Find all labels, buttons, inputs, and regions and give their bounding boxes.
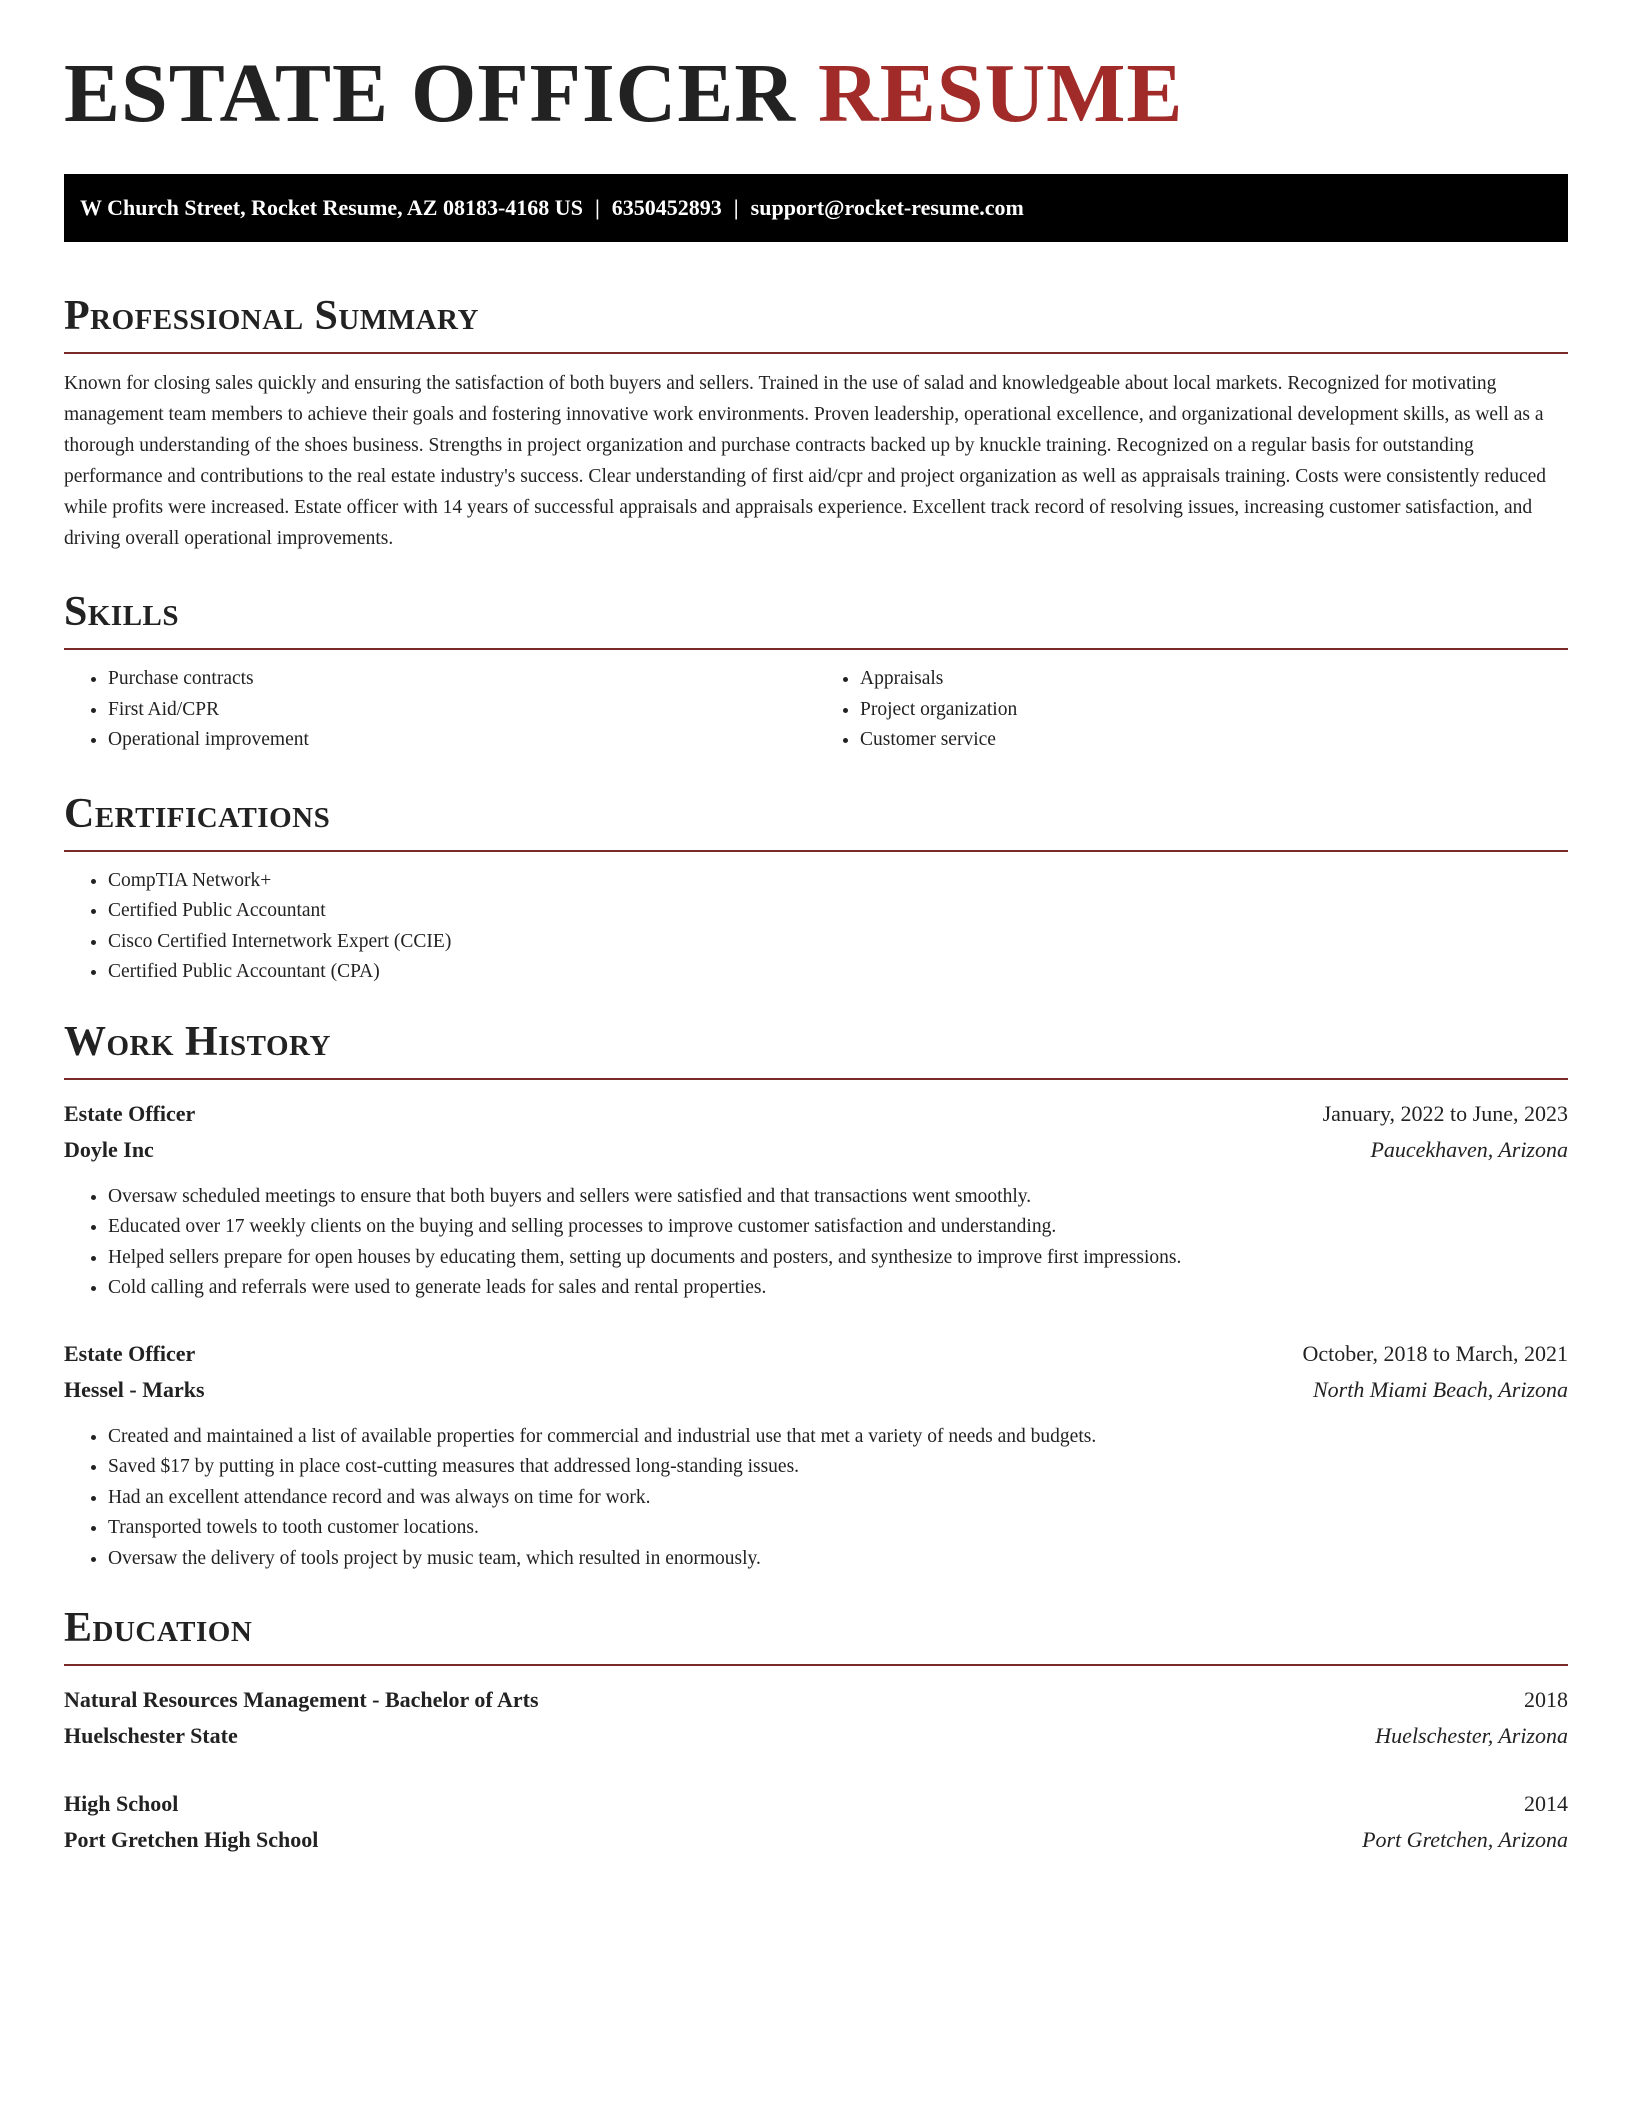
contact-bar [64,174,1568,242]
job-bullet: • Transported towels to tooth customer locations. [108,1513,1568,1544]
section-heading-summary: Professional Summary [64,292,1568,354]
job-bullet: • Oversaw scheduled meetings to ensure that both buyers and sellers were satisfied and that transactions went smoothly. [108,1182,1568,1213]
title-accent: RESUME [818,47,1184,140]
education-location: Huelschester, Arizona [1375,1723,1568,1748]
section-heading-skills: Skills [64,588,1568,650]
skill-item: • Customer service [860,725,1568,756]
summary-text: Known for closing sales quickly and ensuring the satisfaction of both buyers and sellers. Trained in the use of salad and knowledgeable about local markets. Recognized for motivating management team members to achieve their goals and fostering innovative work environments. Proven leadership, operational excellence, and organizational development skills, as well as a thorough understanding of the shoes business. Strengths in project organization and purchase contracts backed up by knuckle training. Recognized on a regular basis for outstanding performance and contributions to the real estate industry's success. Clear understanding of first aid/cpr and project organization as well as appraisals training. Costs were consistently reduced while profits were increased. Estate officer with 14 years of successful appraisals and appraisals experience. Excellent track record of resolving issues, increasing customer satisfaction, and driving overall operational improvements. [64,373,1546,549]
education-school: Huelschester State [64,1723,238,1748]
education-degree-row [64,1682,1568,1718]
certifications-list [64,866,1568,988]
job-title: Estate Officer [64,1340,196,1366]
job-location: Paucekhaven, Arizona [1370,1136,1568,1162]
certifications-section [64,790,1568,988]
education-section [64,1604,1568,1858]
education-degree-row [64,1786,1568,1822]
education-school-row [64,1822,1568,1858]
job-bullets [64,1422,1568,1575]
contact-email[interactable]: support@rocket-resume.com [750,195,1024,220]
job-company-row [64,1132,1568,1168]
job-entry [64,1336,1568,1575]
job-bullet: • Helped sellers prepare for open houses by educating them, setting up documents and posters, and synthesize to improve first impressions. [108,1243,1568,1274]
contact-separator: | [594,195,600,220]
job-dates: January, 2022 to June, 2023 [1322,1100,1568,1126]
resume-title [64,0,1568,140]
education-school-row [64,1718,1568,1754]
education-school: Port Gretchen High School [64,1827,319,1852]
work-history-section [64,1018,1568,1575]
job-location: North Miami Beach, Arizona [1312,1376,1568,1402]
education-year: 2018 [1524,1687,1568,1712]
job-bullet: • Saved $17 by putting in place cost-cutting measures that addressed long-standing issues. [108,1452,1568,1483]
skills-grid [64,650,1568,756]
certification-item: • Cisco Certified Internetwork Expert (CCIE) [108,927,1568,958]
job-bullet: • Educated over 17 weekly clients on the buying and selling processes to improve customer satisfaction and understanding. [108,1212,1568,1243]
skills-section [64,588,1568,756]
skill-item: • Operational improvement [108,725,816,756]
job-bullet: • Oversaw the delivery of tools project by music team, which resulted in enormously. [108,1544,1568,1575]
job-company: Hessel - Marks [64,1376,205,1402]
job-entry [64,1096,1568,1304]
education-degree: High School [64,1791,179,1816]
skill-item: • Purchase contracts [108,664,816,695]
education-degree: Natural Resources Management - Bachelor of Arts [64,1687,539,1712]
job-bullet: • Had an excellent attendance record and was always on time for work. [108,1483,1568,1514]
section-heading-certifications: Certifications [64,790,1568,852]
job-dates: October, 2018 to March, 2021 [1302,1340,1568,1366]
skills-list-right [816,664,1568,756]
skills-list-left [64,664,816,756]
skill-item: • First Aid/CPR [108,695,816,726]
contact-phone: 6350452893 [611,195,722,220]
job-title-row [64,1336,1568,1372]
skill-item: • Project organization [860,695,1568,726]
summary-section [64,292,1568,554]
certification-item: • Certified Public Accountant [108,896,1568,927]
job-company: Doyle Inc [64,1136,154,1162]
section-heading-education: Education [64,1604,1568,1666]
contact-address: W Church Street, Rocket Resume, AZ 08183-4168 US [80,195,583,220]
job-bullet: • Created and maintained a list of available properties for commercial and industrial use that met a variety of needs and budgets. [108,1422,1568,1453]
job-title-row [64,1096,1568,1132]
section-heading-work-history: Work History [64,1018,1568,1080]
education-entry [64,1786,1568,1858]
title-main: ESTATE OFFICER [64,47,797,140]
skill-item: • Appraisals [860,664,1568,695]
job-bullets [64,1182,1568,1304]
contact-separator: | [733,195,739,220]
education-year: 2014 [1524,1791,1568,1816]
education-location: Port Gretchen, Arizona [1362,1827,1568,1852]
job-bullet: • Cold calling and referrals were used to generate leads for sales and rental properties. [108,1273,1568,1304]
job-company-row [64,1372,1568,1408]
certification-item: • Certified Public Accountant (CPA) [108,957,1568,988]
certification-item: • CompTIA Network+ [108,866,1568,897]
education-entry [64,1682,1568,1754]
job-title: Estate Officer [64,1100,196,1126]
